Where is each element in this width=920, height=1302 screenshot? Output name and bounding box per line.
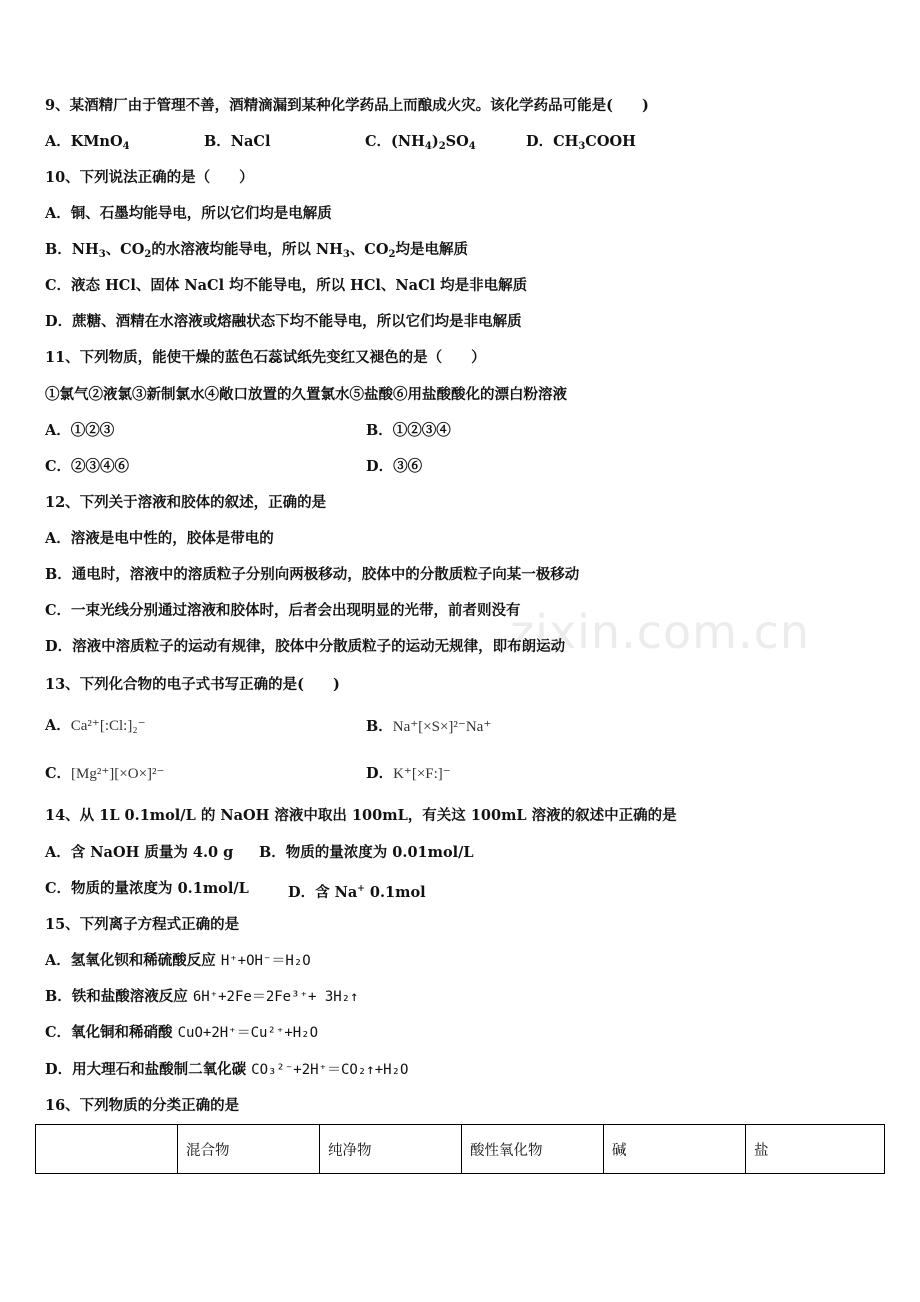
q15-option-d: D．用大理石和盐酸制二氧化碳 CO₃²⁻+2H⁺＝CO₂↑+H₂O [45,1061,409,1078]
q13-b-electron-formula: Na⁺[×S×]²⁻Na⁺ [392,719,492,735]
classification-table [35,1124,885,1174]
table-header-row [36,1125,885,1174]
q9-stem: 9、某酒精厂由于管理不善，酒精滴漏到某种化学药品上而酿成火灾。该化学药品可能是( ) [45,97,649,114]
q13-c-electron-formula: [Mg²⁺][×O×]²⁻ [71,766,165,782]
q9-option-c: C．$(NH_4)_2SO_4$ [365,133,476,152]
q12-stem: 12、下列关于溶液和胶体的叙述，正确的是 [45,494,327,511]
q15-option-a: A．氢氧化钡和稀硫酸反应 H⁺+OH⁻＝H₂O [45,952,311,969]
q13-option-c: C．[Mg²⁺][×O×]²⁻ [45,765,165,782]
q14-option-a: A．含 NaOH 质量为 4.0 g [45,844,234,861]
q12-option-c: C．一束光线分别通过溶液和胶体时，后者会出现明显的光带，前者则没有 [45,602,521,619]
q14-stem: 14、从 1L 0.1mol/L 的 NaOH 溶液中取出 100mL，有关这 100mL 溶液的叙述中正确的是 [45,807,677,824]
q13-stem: 13、下列化合物的电子式书写正确的是( ) [45,676,340,693]
table-header-cell: 盐 [746,1125,885,1174]
q15-stem: 15、下列离子方程式正确的是 [45,916,240,933]
q12-option-d: D．溶液中溶质粒子的运动有规律，胶体中分散质粒子的运动无规律，即布朗运动 [45,638,566,655]
q13-a-electron-formula: Ca²⁺[:Cl:]₂⁻ [70,718,146,734]
q9-option-a: A．KMnO$_4$ [45,133,130,152]
q11-option-d: D．③⑥ [366,458,423,475]
watermark: zixin.com.cn [510,605,811,659]
table-header-cell: 纯净物 [320,1125,462,1174]
q13-option-b: B．Na⁺[×S×]²⁻Na⁺ [366,718,492,735]
q14-option-c: C．物质的量浓度为 0.1mol/L [45,880,249,897]
q11-option-a: A．①②③ [45,422,115,439]
q12-option-b: B．通电时，溶液中的溶质粒子分别向两极移动，胶体中的分散质粒子向某一极移动 [45,566,580,583]
q10-option-c: C．液态 HCl、固体 NaCl 均不能导电，所以 HCl、NaCl 均是非电解质 [45,277,528,294]
q11-option-b: B．①②③④ [366,422,451,439]
table-header-cell: 碱 [604,1125,746,1174]
q12-option-a: A．溶液是电中性的，胶体是带电的 [45,530,274,547]
table-header-cell: 混合物 [178,1125,320,1174]
q11-stem: 11、下列物质，能使干燥的蓝色石蕊试纸先变红又褪色的是（ ） [45,349,486,366]
table-header-cell: 酸性氧化物 [462,1125,604,1174]
table-header-cell [36,1125,178,1174]
q11-option-c: C．②③④⑥ [45,458,130,475]
q13-option-d: D．K⁺[×F:]⁻ [366,765,451,782]
q10-option-a: A．铜、石墨均能导电，所以它们均是电解质 [45,205,332,222]
q14-option-b: B．物质的量浓度为 0.01mol/L [259,844,474,861]
q13-option-a: A．Ca²⁺[:Cl:]₂⁻ [45,717,146,734]
q10-stem: 10、下列说法正确的是（ ） [45,169,254,186]
q10-option-d: D．蔗糖、酒精在水溶液或熔融状态下均不能导电，所以它们均是非电解质 [45,313,522,330]
q16-stem: 16、下列物质的分类正确的是 [45,1097,240,1114]
q15-option-b: B．铁和盐酸溶液反应 6H⁺+2Fe＝2Fe³⁺+ 3H₂↑ [45,988,359,1005]
q9-option-d: D．$CH_3COOH$ [526,133,636,152]
q15-option-c: C．氧化铜和稀硝酸 CuO+2H⁺＝Cu²⁺+H₂O [45,1024,319,1041]
q13-d-electron-formula: K⁺[×F:]⁻ [393,766,451,782]
q14-option-d: D．含 Na+ 0.1mol [288,884,426,901]
q9-option-b: B．NaCl [204,133,271,150]
q10-option-b: B．$NH_3$、$CO_2$的水溶液均能导电，所以 $NH_3$、$CO_2$均是电解质 [45,241,468,260]
q11-items: ①氯气②液氯③新制氯水④敞口放置的久置氯水⑤盐酸⑥用盐酸酸化的漂白粉溶液 [45,386,567,403]
